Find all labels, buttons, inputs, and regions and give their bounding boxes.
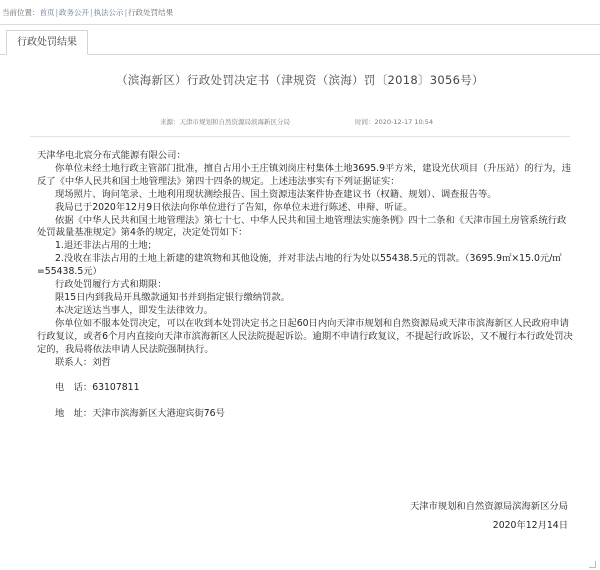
addressee: 天津华电北宸分布式能源有限公司：	[37, 150, 186, 161]
breadcrumb-divider	[0, 24, 600, 25]
breadcrumb-separator: |	[90, 8, 93, 17]
document-meta	[160, 116, 460, 128]
paragraph-evidence: 现场照片、询问笔录、土地利用现状测绘报告、国土资源违法案件协查建议书（权籍、规划）、调查报告等。	[55, 188, 497, 200]
breadcrumb-separator: |	[55, 8, 59, 17]
breadcrumb	[2, 6, 598, 20]
document-title: （滨海新区）行政处罚决定书（津规资（滨海）罚〔2018〕3056号）	[116, 73, 484, 87]
payment-line: 本决定送达当事人，即发生法律效力。	[55, 304, 214, 316]
signature-block	[410, 497, 568, 535]
paragraph-basis: 依据《中华人民共和国土地管理法》第七十七、中华人民共和国土地管理法实施条例》四十二条和《天津市国土房管系统行政处罚裁量基准规定》第4条的规定，决定处罚如下：	[37, 214, 567, 239]
breadcrumb-home-link[interactable]: 首页	[39, 8, 55, 17]
penalty-item: 2.没收在非法占用的土地上新建的建筑物和其他设施，并对非法占地的行为处以55438.5元的罚款。（3695.9㎡×15.0元/㎡=55438.5元）	[37, 253, 562, 278]
signature-date: 2020年12月14日	[492, 520, 568, 531]
appeal-paragraph: 你单位如不服本处罚决定，可以在收到本处罚决定书之日起60日内向天津市规划和自然资源局或天津市滨海新区人民政府申请行政复议，或者6个月内直接向天津市滨海新区人民法院提起诉讼。逾期不申请行政复议，不提起行政诉讼，又不履行本行政处罚决定的，我局将依法申请人民法院强制执行。	[37, 317, 573, 355]
spacer	[37, 369, 574, 382]
tab-bar	[0, 30, 600, 55]
contact-person: 联系人：刘哲	[55, 356, 111, 368]
document-time: 时间：2020-12-17 10:54	[355, 118, 434, 126]
paragraph-notice: 我局已于2020年12月9日依法向你单位进行了告知，你单位未进行陈述、申辩、听证。	[55, 201, 413, 213]
signature-org: 天津市规划和自然资源局滨海新区分局	[409, 501, 568, 512]
breadcrumb-separator: |	[124, 8, 128, 17]
contact-address: 地 址：天津市滨海新区大港迎宾街76号	[55, 408, 225, 420]
document-source: 来源：天津市规划和自然资源局滨海新区分局	[160, 118, 290, 126]
contact-phone: 电 话：63107811	[55, 382, 140, 394]
payment-line: 限15日内到我局开具缴款通知书并到指定银行缴纳罚款。	[55, 291, 290, 303]
breadcrumb-gov-affairs-link[interactable]: 政务公开	[59, 8, 90, 17]
meta-divider	[30, 136, 570, 137]
resize-corner-icon	[589, 561, 596, 568]
document-body	[37, 150, 574, 421]
tab-penalty-results[interactable]: 行政处罚结果	[6, 30, 88, 55]
breadcrumb-current: 行政处罚结果	[128, 8, 174, 17]
spacer	[37, 395, 574, 408]
breadcrumb-prefix: 当前位置：	[2, 8, 40, 17]
paragraph-violation: 你单位未经土地行政主管部门批准，擅自占用小王庄镇刘岗庄村集体土地3695.9平方米，建设光伏项目（升压站）的行为，违反了《中华人民共和国土地管理法》第四十四条的规定。上述违法事实有下列证据证实：	[37, 162, 571, 187]
breadcrumb-enforcement-link[interactable]: 执法公示	[93, 8, 124, 17]
payment-title: 行政处罚履行方式和期限：	[55, 279, 167, 291]
penalty-item: 1.退还非法占用的土地；	[55, 240, 157, 252]
